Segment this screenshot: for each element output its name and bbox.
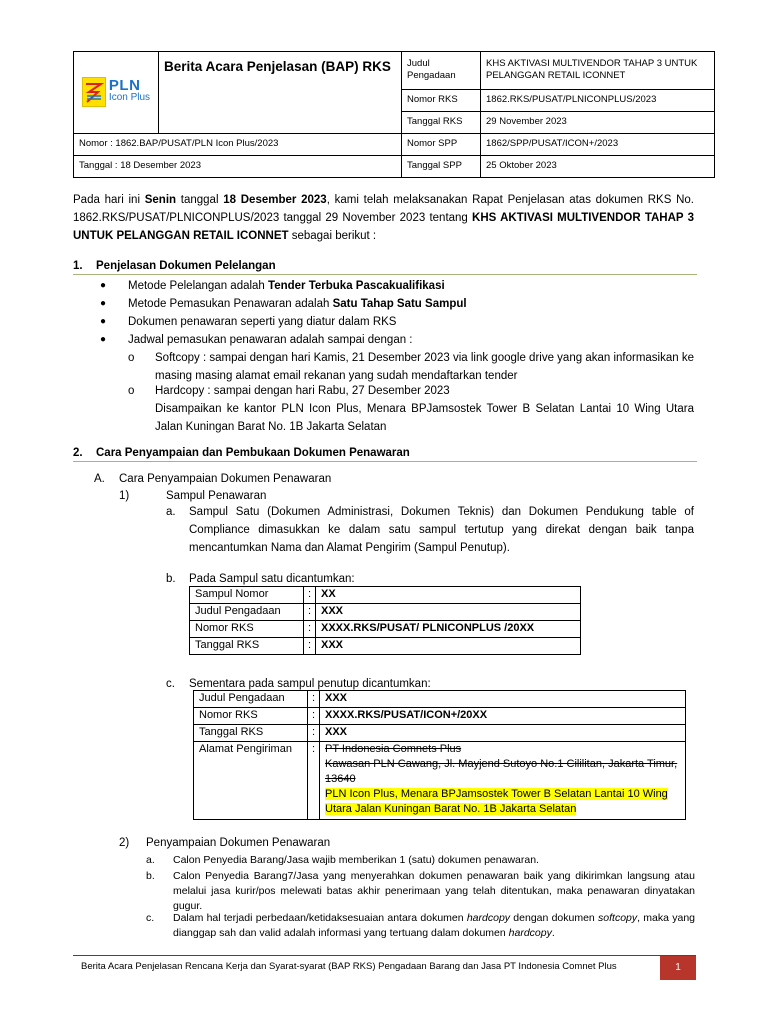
sampul-satu-text: Sampul Satu (Dokumen Administrasi, Dokumen Teknis) dan Dokumen Pendukung table of Compliance dimasukkan ke dalam satu sampul tertutup yang direkat dengan baik tanpa mencantumkan Nama dan Alamat Pengirim (Sampul Penutup). (189, 506, 694, 554)
table-label: Sampul Nomor (190, 587, 304, 604)
alamat-new-text: PLN Icon Plus, Menara BPJamsostek Tower B Selatan Lantai 10 Wing Utara Jalan Kuningan Barat No. 1B Jakarta Selatan (325, 788, 668, 815)
logo-brand: PLN (108, 77, 141, 95)
section-number: 1. (73, 260, 83, 272)
table-value: XXXX.RKS/PUSAT/ICON+/20XX (320, 708, 686, 725)
logo-cell (74, 52, 159, 134)
header-value: 25 Oktober 2023 (481, 155, 715, 177)
table-label: Tanggal RKS (194, 725, 308, 742)
pln-logo (82, 77, 150, 107)
table-label: Judul Pengadaan (190, 604, 304, 621)
lightning-icon (82, 77, 106, 107)
header-label: Nomor SPP (402, 133, 481, 155)
section-title: Penjelasan Dokumen Pelelangan (96, 260, 276, 272)
header-label: Tanggal SPP (402, 155, 481, 177)
intro-text: , kami telah melaksanakan Rapat Penjelasan atas dokumen RKS No. 1862.RKS/PUSAT/PLNICONPLUS/2023 tanggal 29 November 2023 tentang (73, 194, 694, 224)
intro-date: 18 Desember 2023 (223, 194, 327, 206)
penyampaian-a: Calon Penyedia Barang/Jasa wajib memberikan 1 (satu) dokumen penawaran. (173, 854, 539, 866)
item-letter: b. (146, 870, 155, 882)
hardcopy-item: Hardcopy : sampai dengan hari Rabu, 27 Desember 2023 (155, 385, 450, 397)
bullet-icon: ● (100, 316, 107, 327)
page-footer (73, 955, 696, 980)
header-tanggal: Tanggal : 18 Desember 2023 (74, 155, 402, 177)
table-row: Judul Pengadaan : XXX (190, 604, 581, 621)
logo-sub: Icon Plus (108, 92, 151, 104)
header-label: Nomor RKS (402, 89, 481, 111)
header-table (73, 51, 714, 178)
bullet-icon: ● (100, 334, 107, 345)
intro-text: tanggal (176, 194, 224, 206)
penyampaian-b: Calon Penyedia Barang7/Jasa yang menyerahkan dokumen penawaran baik yang dikirimkan langsung atau melalui jasa kurir/pos melewati batas akhir penerimaan yang telah ditentukan, maka penawaran dinyatakan gugur. (173, 870, 695, 912)
header-value: 29 November 2023 (481, 111, 715, 133)
intro-text: sebagai berikut : (288, 230, 377, 242)
table-row: Nomor RKS : XXXX.RKS/PUSAT/ICON+/20XX (194, 708, 686, 725)
sub-heading: Cara Penyampaian Dokumen Penawaran (119, 473, 332, 485)
table-value: XXX (316, 638, 581, 655)
header-label: Tanggal RKS (402, 111, 481, 133)
hardcopy-address: Disampaikan ke kantor PLN Icon Plus, Menara BPJamsostek Tower B Selatan Lantai 10 Wing Utara Jalan Kuningan Barat No. 1B Jakarta Selatan (155, 403, 694, 433)
list-item: Dokumen penawaran seperti yang diatur dalam RKS (128, 316, 397, 328)
table-value: XXXX.RKS/PUSAT/ PLNICONPLUS /20XX (316, 621, 581, 638)
table-label: Tanggal RKS (190, 638, 304, 655)
bullet-icon: ● (100, 280, 107, 291)
table-label: Judul Pengadaan (194, 691, 308, 708)
circle-bullet-icon: o (128, 352, 135, 364)
alamat-cell (320, 742, 686, 820)
table-value: XX (316, 587, 581, 604)
intro-text: Pada hari ini (73, 194, 145, 206)
table-row: Alamat Pengiriman : PT Indonesia Comnets Plus Kawasan PLN Cawang, Jl. Mayjend Sutoyo No.1 Cililitan, Jakarta Timur, 13640 PLN Icon Plus, Menara BPJamsostek Tower B Selatan Lantai 10 Wing Utara Jalan Kuningan Barat No. 1B Jakarta Selatan (194, 742, 686, 820)
header-nomor: Nomor : 1862.BAP/PUSAT/PLN Icon Plus/2023 (74, 133, 402, 155)
section-title: Cara Penyampaian dan Pembukaan Dokumen Penawaran (96, 447, 410, 459)
list-item: Metode Pemasukan Penawaran adalah Satu Tahap Satu Sampul (128, 298, 467, 310)
intro-subject: KHS AKTIVASI MULTIVENDOR TAHAP 3 UNTUK PELANGGAN RETAIL ICONNET (73, 212, 694, 242)
item-letter: a. (166, 506, 176, 518)
sampul-satu-table (189, 586, 581, 655)
table-value: XXX (320, 725, 686, 742)
table-value: XXX (316, 604, 581, 621)
item-number: 1) (119, 490, 130, 502)
document-title: Berita Acara Penjelasan (BAP) RKS (159, 52, 402, 134)
softcopy-item: Softcopy : sampai dengan hari Kamis, 21 Desember 2023 via link google drive yang akan informasikan ke masing masing alamat email rekanan yang sudah mendaftarkan tender (155, 352, 694, 382)
item-number: 2) (119, 837, 130, 849)
item-letter: c. (146, 912, 155, 924)
section-number: 2. (73, 447, 83, 459)
table-row: Sampul Nomor : XX (190, 587, 581, 604)
table-row: Tanggal RKS : XXX (190, 638, 581, 655)
section-1-heading (73, 260, 697, 275)
table-1-caption: Pada Sampul satu dicantumkan: (189, 573, 355, 585)
page-number: 1 (660, 956, 696, 980)
alamat-old-name: PT Indonesia Comnets Plus (325, 743, 462, 755)
alamat-new (325, 787, 680, 817)
table-row: Tanggal RKS : XXX (194, 725, 686, 742)
table-row: Nomor RKS : XXXX.RKS/PUSAT/ PLNICONPLUS /20XX (190, 621, 581, 638)
header-value: KHS AKTIVASI MULTIVENDOR TAHAP 3 UNTUK PELANGGAN RETAIL ICONNET (481, 52, 715, 90)
header-label: Judul Pengadaan (402, 52, 481, 90)
table-label: Nomor RKS (194, 708, 308, 725)
intro-paragraph (73, 191, 694, 245)
circle-bullet-icon: o (128, 385, 135, 397)
penyampaian-c: Dalam hal terjadi perbedaan/ketidaksesuaian antara dokumen hardcopy dengan dokumen softcopy, maka yang dianggap sah dan valid adalah informasi yang tertuang dalam dokumen hardcopy. (173, 912, 695, 939)
bullet-icon: ● (100, 298, 107, 309)
item-heading: Penyampaian Dokumen Penawaran (146, 837, 331, 849)
intro-day: Senin (144, 194, 177, 206)
table-2-caption: Sementara pada sampul penutup dicantumkan: (189, 678, 431, 690)
table-row: Judul Pengadaan : XXX (194, 691, 686, 708)
alamat-old-address: Kawasan PLN Cawang, Jl. Mayjend Sutoyo No.1 Cililitan, Jakarta Timur, 13640 (325, 758, 678, 785)
section-2-heading (73, 447, 697, 462)
table-value: XXX (320, 691, 686, 708)
list-item: Jadwal pemasukan penawaran adalah sampai dengan : (128, 334, 413, 346)
header-value: 1862.RKS/PUSAT/PLNICONPLUS/2023 (481, 89, 715, 111)
sampul-penutup-table (193, 690, 686, 820)
list-item: Metode Pelelangan adalah Tender Terbuka Pascakualifikasi (128, 280, 445, 292)
item-letter: c. (166, 678, 175, 690)
table-label: Alamat Pengiriman (194, 742, 308, 820)
table-label: Nomor RKS (190, 621, 304, 638)
item-letter: b. (166, 573, 176, 585)
footer-text: Berita Acara Penjelasan Rencana Kerja dan Syarat-syarat (BAP RKS) Pengadaan Barang dan Jasa PT Indonesia Comnet Plus (81, 961, 617, 972)
header-value: 1862/SPP/PUSAT/ICON+/2023 (481, 133, 715, 155)
sub-label: A. (94, 473, 105, 485)
item-letter: a. (146, 854, 155, 866)
item-heading: Sampul Penawaran (166, 490, 267, 502)
